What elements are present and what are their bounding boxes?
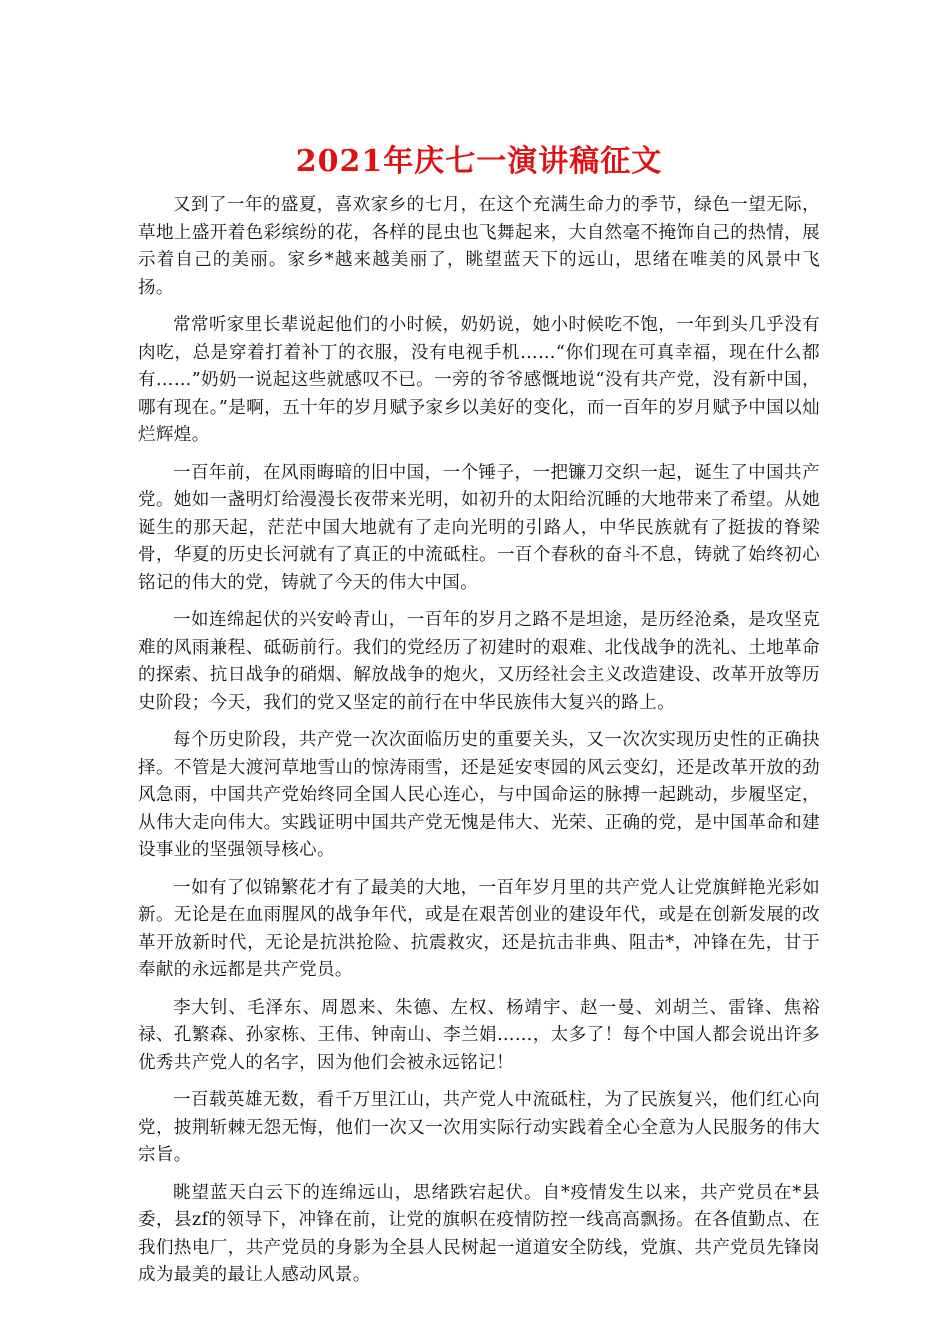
- paragraph-6: 一如有了似锦繁花才有了最美的大地，一百年岁月里的共产党人让党旗鲜艳光彩如新。无论是在血雨腥风的战争年代，或是在艰苦创业的建设年代，或是在创新发展的改革开放新时代，无论是抗洪抢险、抗震救灾，还是抗击非典、阻击*，冲锋在先，甘于奉献的永远都是共产党员。: [138, 877, 820, 980]
- paragraph-4: 一如连绵起伏的兴安岭青山，一百年的岁月之路不是坦途，是历经沧桑，是攻坚克难的风雨兼程、砥砺前行。我们的党经历了初建时的艰难、北伐战争的洗礼、土地革命的探索、抗日战争的硝烟、解放战争的炮火，又历经社会主义改造建设、改革开放等历史阶段；今天，我们的党又坚定的前行在中华民族伟大复兴的路上。: [138, 610, 820, 713]
- paragraph-9: 眺望蓝天白云下的连绵远山，思绪跌宕起伏。自*疫情发生以来，共产党员在*县委，县zf的领导下，冲锋在前，让党的旗帜在疫情防控一线高高飘扬。在各值勤点、在我们热电厂，共产党员的身影为全县人民树起一道道安全防线，党旗、共产党员先锋岗成为最美的最让人感动风景。: [138, 1182, 820, 1285]
- paragraph-8: 一百载英雄无数，看千万里江山，共产党人中流砥柱，为了民族复兴，他们红心向党，披荆斩棘无怨无悔，他们一次又一次用实际行动实践着全心全意为人民服务的伟大宗旨。: [138, 1090, 820, 1165]
- paragraph-7: 李大钊、毛泽东、周恩来、朱德、左权、杨靖宇、赵一曼、刘胡兰、雷锋、焦裕禄、孔繁森、孙家栋、王伟、钟南山、李兰娟……，太多了！每个中国人都会说出许多优秀共产党人的名字，因为他们会被永远铭记！: [138, 997, 820, 1073]
- document-title: 2021年庆七一演讲稿征文: [295, 144, 663, 179]
- paragraph-5: 每个历史阶段，共产党一次次面临历史的重要关头，又一次次实现历史性的正确抉择。不管是大渡河草地雪山的惊涛雨雪，还是延安枣园的风云变幻，还是改革开放的劲风急雨，中国共产党始终同全国人民心连心，与中国命运的脉搏一起跳动，步履坚定，从伟大走向伟大。实践证明中国共产党无愧是伟大、光荣、正确的党，是中国革命和建设事业的坚强领导核心。: [138, 730, 820, 860]
- document-body: [138, 192, 820, 1290]
- paragraph-1: 又到了一年的盛夏，喜欢家乡的七月，在这个充满生命力的季节，绿色一望无际，草地上盛开着色彩缤纷的花，各样的昆虫也飞舞起来，大自然毫不掩饰自己的热情，展示着自己的美丽。家乡*越来越美丽了，眺望蓝天下的远山，思绪在唯美的风景中飞扬。: [138, 195, 820, 298]
- paragraph-2: 常常听家里长辈说起他们的小时候，奶奶说，她小时候吃不饱，一年到头几乎没有肉吃，总是穿着打着补丁的衣服，没有电视手机……“你们现在可真幸福，现在什么都有……”奶奶一说起这些就感叹不已。一旁的爷爷感慨地说“没有共产党，没有新中国，哪有现在。”是啊，五十年的岁月赋予家乡以美好的变化，而一百年的岁月赋予中国以灿烂辉煌。: [138, 315, 820, 445]
- paragraph-3: 一百年前，在风雨晦暗的旧中国，一个锤子，一把镰刀交织一起，诞生了中国共产党。她如一盏明灯给漫漫长夜带来光明，如初升的太阳给沉睡的大地带来了希望。从她诞生的那天起，茫茫中国大地就有了走向光明的引路人，中华民族就有了挺拔的脊梁骨，华夏的历史长河就有了真正的中流砥柱。一百个春秋的奋斗不息，铸就了始终初心铭记的伟大的党，铸就了今天的伟大中国。: [138, 462, 820, 593]
